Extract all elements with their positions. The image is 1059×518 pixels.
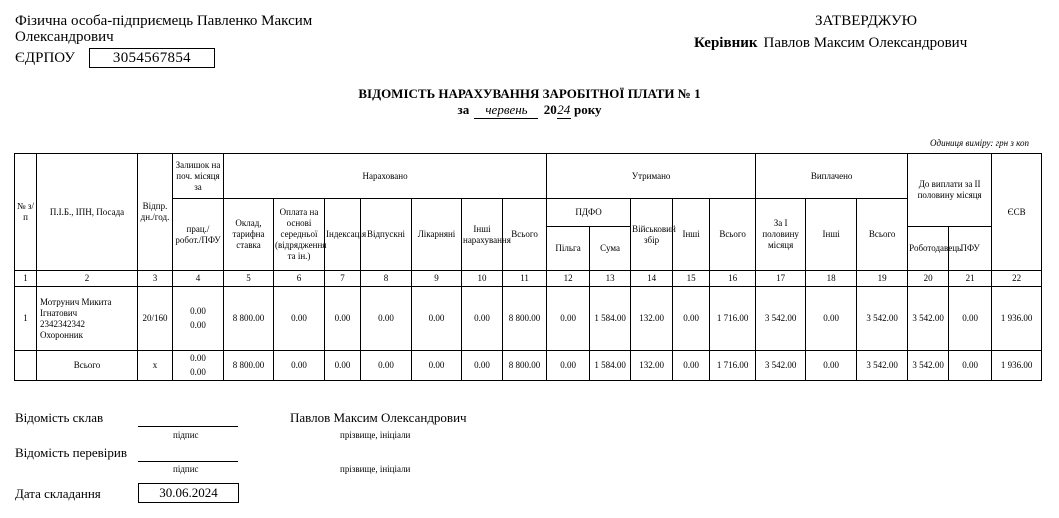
compiled-label: Відомість склав: [15, 410, 104, 425]
h-sick: Лікарняні: [412, 199, 462, 271]
h-vacation: Відпускні: [361, 199, 412, 271]
column-number: 12: [547, 271, 590, 287]
h-first-half: За I половину місяця: [756, 199, 806, 271]
row-val: 0.00: [547, 287, 590, 351]
period-for: за: [457, 102, 470, 117]
row-val: 0.00: [274, 287, 325, 351]
row-val: 132.00: [631, 287, 673, 351]
period-month: червень: [474, 102, 538, 119]
h-military: Військовий збір: [631, 199, 673, 271]
column-number: 22: [992, 271, 1042, 287]
h-index: Індексація: [325, 199, 361, 271]
compiled-signature-line: [138, 412, 238, 427]
total-balance-2: 0.00: [190, 367, 206, 377]
h-other-pay: Оплата на основі середньої (відрядження та ін.): [274, 199, 325, 271]
column-number: 14: [631, 271, 673, 287]
compiled-signature-caption: підпис: [173, 430, 199, 440]
h-accrued: Нараховано: [224, 154, 547, 199]
column-number: 13: [590, 271, 631, 287]
h-pdfo: ПДФО: [547, 199, 631, 227]
total-val: 0.00: [673, 351, 710, 381]
table-row: [15, 287, 1042, 351]
row-val: 0.00: [361, 287, 412, 351]
employee-cell: [37, 287, 138, 351]
column-number: 15: [673, 271, 710, 287]
row-val: 1 716.00: [710, 287, 756, 351]
period-line: [0, 102, 1059, 119]
total-val: 3 542.00: [908, 351, 949, 381]
h-paid: Виплачено: [756, 154, 908, 199]
column-number: 11: [503, 271, 547, 287]
h-pfu: ПФУ: [949, 227, 992, 271]
h-employer: Роботодавець: [908, 227, 949, 271]
row-val: 1 584.00: [590, 287, 631, 351]
employee-ipn: 2342342342: [40, 318, 85, 329]
row-val: 0.00: [806, 287, 857, 351]
checked-signature-line: [138, 446, 238, 462]
compiled-name-caption: прізвище, ініціали: [340, 430, 411, 440]
total-label: Всього: [37, 351, 138, 381]
edrpou-row: [15, 48, 215, 68]
total-val: 0.00: [325, 351, 361, 381]
compiled-name: Павлов Максим Олександрович: [290, 410, 467, 425]
total-val: 0.00: [547, 351, 590, 381]
edrpou-label: ЄДРПОУ: [15, 49, 75, 66]
period-year-word: року: [573, 102, 602, 117]
unit-note: Одиниця виміру: грн з коп: [930, 138, 1029, 148]
document-title: ВІДОМІСТЬ НАРАХУВАННЯ ЗАРОБІТНОЇ ПЛАТИ № 1: [358, 86, 701, 101]
total-empty: [15, 351, 37, 381]
total-val: 0.00: [274, 351, 325, 381]
h-esv: ЄСВ: [992, 154, 1042, 271]
h-benefit: Пільга: [547, 227, 590, 271]
row-val: 3 542.00: [908, 287, 949, 351]
row-hours: 20/160: [138, 287, 173, 351]
column-number: 17: [756, 271, 806, 287]
row-balance-1: 0.00: [190, 306, 206, 316]
total-val: 0.00: [806, 351, 857, 381]
row-balance-2: 0.00: [190, 320, 206, 330]
column-number: 2: [37, 271, 138, 287]
column-number: 1: [15, 271, 37, 287]
head-line: [694, 35, 967, 52]
period-year-suffix: 24: [557, 102, 571, 117]
row-val: 0.00: [462, 287, 503, 351]
h-salary: Оклад, тарифна ставка: [224, 199, 274, 271]
column-number: 20: [908, 271, 949, 287]
column-number: 9: [412, 271, 462, 287]
total-balance: [173, 351, 224, 381]
row-val: 1 936.00: [992, 287, 1042, 351]
h-balance: Залишок на поч. місяця за: [173, 154, 224, 199]
column-number: 6: [274, 271, 325, 287]
column-number: 8: [361, 271, 412, 287]
employee-position: Охоронник: [40, 329, 83, 340]
total-val: 1 716.00: [710, 351, 756, 381]
total-val: 8 800.00: [224, 351, 274, 381]
h-total-w: Всього: [710, 199, 756, 271]
total-balance-1: 0.00: [190, 353, 206, 363]
payroll-table: [14, 153, 1042, 381]
h-total-acc: Всього: [503, 199, 547, 271]
total-val: 0.00: [949, 351, 992, 381]
column-number: 7: [325, 271, 361, 287]
head-label: Керівник: [694, 35, 758, 51]
checked-label: Відомість перевірив: [15, 445, 127, 460]
total-val: 3 542.00: [857, 351, 908, 381]
column-number-row: [15, 271, 1042, 287]
row-val: 8 800.00: [224, 287, 274, 351]
column-number: 18: [806, 271, 857, 287]
column-number: 21: [949, 271, 992, 287]
row-val: 0.00: [673, 287, 710, 351]
column-number: 19: [857, 271, 908, 287]
h-num: № з/п: [15, 154, 37, 271]
total-val: 132.00: [631, 351, 673, 381]
h-other-w: Інші: [673, 199, 710, 271]
total-val: 0.00: [412, 351, 462, 381]
period-year-prefix: 20: [543, 102, 557, 117]
column-number: 10: [462, 271, 503, 287]
entrepreneur-name: Фізична особа-підприємець Павленко Максим Олександрович: [15, 13, 313, 45]
h-name: П.І.Б., ІПН, Посада: [37, 154, 138, 271]
row-balance: [173, 287, 224, 351]
total-val: 1 584.00: [590, 351, 631, 381]
h-sum: Сума: [590, 227, 631, 271]
total-val: 3 542.00: [756, 351, 806, 381]
approve-label: ЗАТВЕРДЖУЮ: [815, 13, 918, 29]
row-num: 1: [15, 287, 37, 351]
edrpou-value: 3054567854: [89, 48, 215, 68]
column-number: 3: [138, 271, 173, 287]
h-withheld: Утримано: [547, 154, 756, 199]
total-val: 1 936.00: [992, 351, 1042, 381]
employee-name: Мотрунич Микита Ігнатович: [40, 296, 112, 318]
row-val: 0.00: [949, 287, 992, 351]
row-val: 0.00: [412, 287, 462, 351]
total-hours: х: [138, 351, 173, 381]
row-val: 8 800.00: [503, 287, 547, 351]
h-total-p: Всього: [857, 199, 908, 271]
total-val: 0.00: [462, 351, 503, 381]
checked-name-caption: прізвище, ініціали: [340, 464, 411, 474]
h-other-p: Інші: [806, 199, 857, 271]
column-number: 4: [173, 271, 224, 287]
date-label: Дата складання: [15, 486, 101, 501]
total-val: 0.00: [361, 351, 412, 381]
row-val: 3 542.00: [756, 287, 806, 351]
head-name: Павлов Максим Олександрович: [763, 35, 968, 51]
row-val: 3 542.00: [857, 287, 908, 351]
h-to-pay: До виплати за II половину місяця: [908, 154, 992, 227]
total-val: 8 800.00: [503, 351, 547, 381]
total-row: [15, 351, 1042, 381]
h-hours: Відпр. дн./год.: [138, 154, 173, 271]
h-other-acc: Інші нарахування: [462, 199, 503, 271]
row-val: 0.00: [325, 287, 361, 351]
date-value: 30.06.2024: [138, 483, 239, 503]
column-number: 16: [710, 271, 756, 287]
h-balance-sub: прац./робот./ПФУ: [173, 199, 224, 271]
column-number: 5: [224, 271, 274, 287]
checked-signature-caption: підпис: [173, 464, 199, 474]
